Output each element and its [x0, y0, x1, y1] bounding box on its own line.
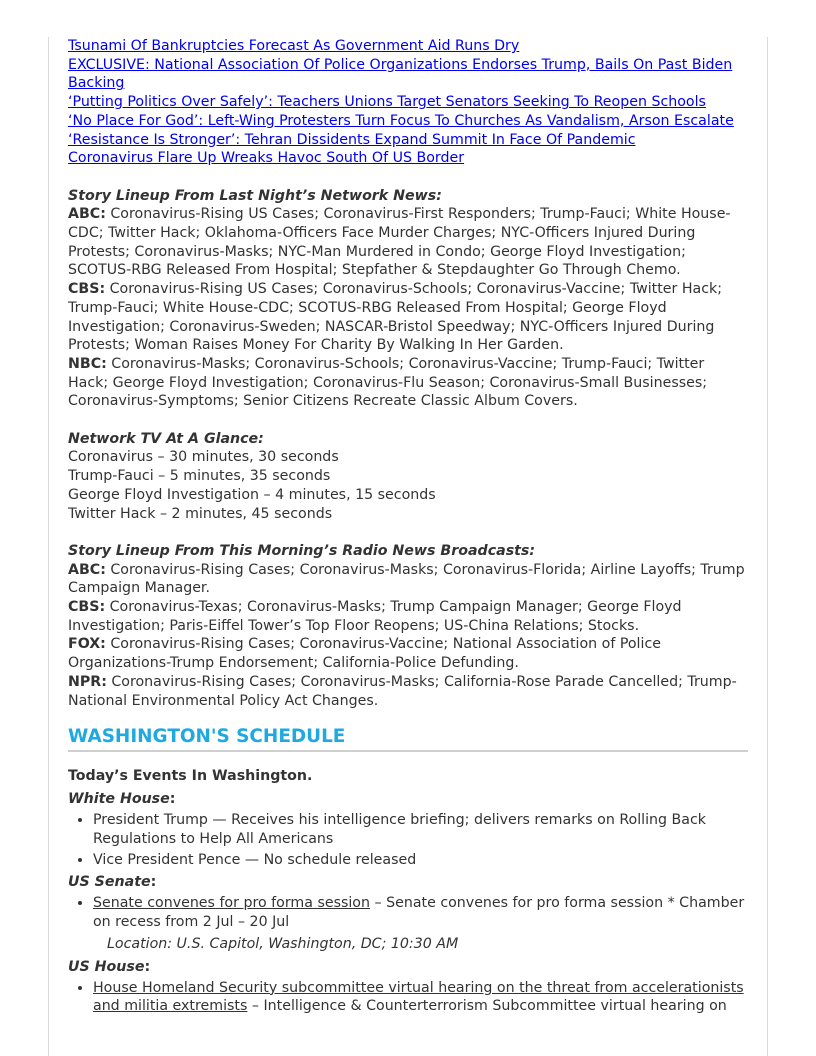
house-event-desc: – Intelligence & Counterterrorism Subcommittee virtual hearing on [247, 998, 727, 1015]
radio-stories: Coronavirus-Rising Cases; Coronavirus-Masks; California-Rose Parade Cancelled; Trump-National Environmental Policy Act Changes. [68, 673, 737, 709]
headline-link[interactable]: ‘No Place For God’: Left-Wing Protesters Turn Focus To Churches As Vandalism, Arson Escalate [68, 112, 734, 129]
glance-heading: Network TV At A Glance: [68, 430, 264, 447]
white-house-list [68, 811, 748, 869]
radio-label: CBS: [68, 599, 106, 616]
radio-label: NPR: [68, 673, 107, 690]
senate-heading: US Senate: [68, 874, 157, 891]
radio-label: ABC: [68, 561, 106, 578]
senate-location: Location: U.S. Capitol, Washington, DC; 10:30 AM [107, 935, 459, 952]
headline-link[interactable]: ‘Putting Politics Over Safely’: Teachers Unions Target Senators Seeking To Reopen Schools [68, 94, 706, 111]
senate-event-link[interactable]: Senate convenes for pro forma session [93, 895, 370, 912]
headline-link[interactable]: EXCLUSIVE: National Association Of Police Organizations Endorses Trump, Bails On Past Biden Backing [68, 56, 733, 92]
newsletter-content [68, 37, 748, 1018]
radio-entry [68, 561, 748, 598]
list-item: • President Trump — Receives his intelligence briefing; delivers remarks on Rolling Back Regulations to Help All Americans [93, 811, 748, 848]
network-label: NBC: [68, 355, 107, 372]
network-entry [68, 205, 748, 280]
radio-news-heading: Story Lineup From This Morning’s Radio News Broadcasts: [68, 542, 536, 559]
house-list [68, 979, 748, 1016]
network-stories: Coronavirus-Rising US Cases; Coronavirus-Schools; Coronavirus-Vaccine; Twitter Hack; Trump-Fauci; White House-CDC; SCOTUS-RBG Released From Hospital; George Floyd Investigation; Coronavirus-Sweden; NASCAR-Bristol Speedway; NYC-Officers Injured During Protests; Woman Raises Money For Charity By Walking In Her Garden. [68, 281, 723, 354]
today-events-heading: Today’s Events In Washington. [68, 768, 313, 785]
network-stories: Coronavirus-Rising US Cases; Coronavirus-First Responders; Trump-Fauci; White House-CDC; Twitter Hack; Oklahoma-Officers Face Murder Charges; NYC-Officers Injured During Protests; Coronavirus-Masks; NYC-Man Murdered in Condo; George Floyd Investigation; SCOTUS-RBG Released From Hospital; Stepfather & Stepdaughter Go Through Chemo. [68, 206, 731, 279]
glance-item: George Floyd Investigation – 4 minutes, 15 seconds [68, 486, 436, 503]
headline-link[interactable]: Coronavirus Flare Up Wreaks Havoc South Of US Border [68, 150, 465, 167]
white-house-label: White House [68, 791, 170, 808]
radio-stories: Coronavirus-Texas; Coronavirus-Masks; Trump Campaign Manager; George Floyd Investigation; Paris-Eiffel Tower’s Top Floor Reopens; US-China Relations; Stocks. [68, 599, 682, 634]
network-news-heading: Story Lineup From Last Night’s Network News: [68, 187, 442, 204]
headline-link[interactable]: ‘Resistance Is Stronger’: Tehran Dissidents Expand Summit In Face Of Pandemic [68, 131, 636, 148]
house-heading: US House: [68, 958, 151, 975]
glance-item: Coronavirus – 30 minutes, 30 seconds [68, 449, 339, 466]
radio-entry [68, 673, 748, 710]
radio-news-section [68, 542, 748, 710]
network-entry [68, 280, 748, 355]
network-label: ABC: [68, 206, 106, 223]
glance-item: Trump-Fauci – 5 minutes, 35 seconds [68, 468, 331, 485]
house-label: US House [68, 958, 145, 975]
senate-label: US Senate [68, 874, 151, 891]
senate-event-desc: – Senate convenes for pro forma session * Chamber on recess from 2 Jul – 20 Jul [93, 895, 745, 931]
radio-entry [68, 598, 748, 635]
glance-section [68, 430, 748, 524]
list-item: • Vice President Pence — No schedule released [93, 851, 748, 870]
list-item [93, 979, 748, 1016]
radio-entry [68, 635, 748, 672]
network-stories: Coronavirus-Masks; Coronavirus-Schools; Coronavirus-Vaccine; Trump-Fauci; Twitter Hack; George Floyd Investigation; Coronavirus-Flu Season; Coronavirus-Small Businesses; Coronavirus-Symptoms; Senior Citizens Recreate Classic Album Covers. [68, 355, 708, 410]
radio-stories: Coronavirus-Rising Cases; Coronavirus-Masks; Coronavirus-Florida; Airline Layoffs; Trump Campaign Manager. [68, 561, 745, 597]
list-item [93, 894, 748, 931]
senate-list [68, 894, 748, 931]
house-event-link[interactable]: House Homeland Security subcommittee virtual hearing on the threat from accelerationists and militia extremists [93, 979, 744, 1015]
washington-schedule-title: WASHINGTON'S SCHEDULE [68, 725, 748, 752]
network-label: CBS: [68, 281, 106, 298]
radio-stories: Coronavirus-Rising Cases; Coronavirus-Vaccine; National Association of Police Organizations-Trump Endorsement; California-Police Defunding. [68, 636, 661, 672]
headline-links [68, 37, 748, 168]
network-entry [68, 355, 748, 411]
glance-item: Twitter Hack – 2 minutes, 45 seconds [68, 505, 333, 522]
radio-label: FOX: [68, 636, 106, 653]
white-house-heading: White House: [68, 791, 176, 808]
headline-link[interactable]: Tsunami Of Bankruptcies Forecast As Government Aid Runs Dry [68, 38, 520, 54]
network-news-section [68, 187, 748, 411]
